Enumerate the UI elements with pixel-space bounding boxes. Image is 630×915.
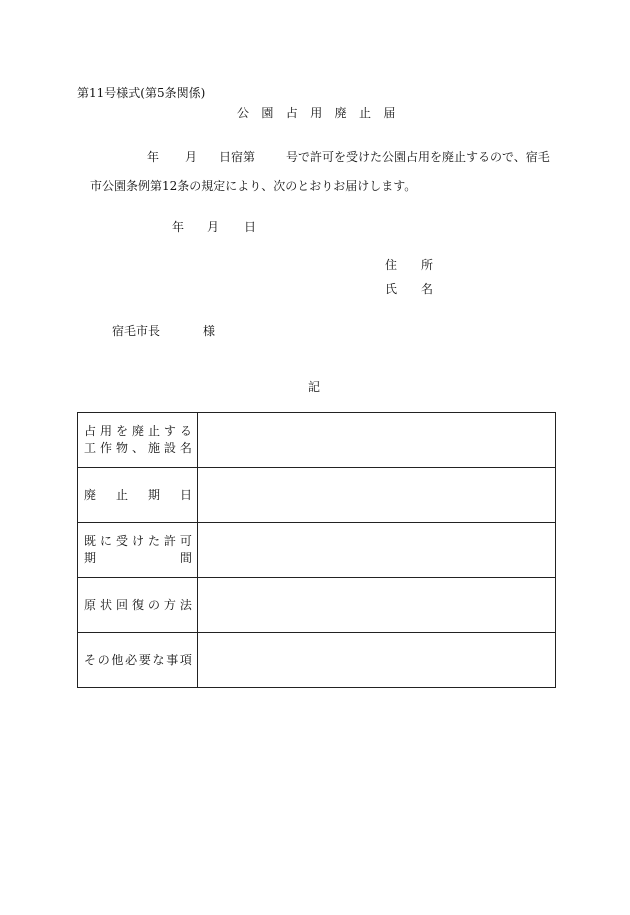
- label-line: 工 作 物 、 施 設 名: [84, 441, 192, 455]
- label-line: 期 間: [84, 551, 192, 565]
- body-month: 月: [185, 150, 198, 164]
- label-line: 既 に 受 け た 許 可: [84, 534, 192, 548]
- body-line1-rest: 号で許可を受けた公園占用を廃止するので、宿毛: [286, 150, 550, 164]
- label-line: そ の 他 必 要 な 事 項: [84, 652, 192, 667]
- address-label: 住 所: [385, 258, 434, 272]
- value-other-matters-field[interactable]: [198, 633, 556, 688]
- form-number: 第11号様式(第5条関係): [77, 86, 206, 100]
- row-label-permit-period: [78, 523, 198, 578]
- row-label-restoration-method: [78, 578, 198, 633]
- row-label-abolition-date: [78, 468, 198, 523]
- label-line: 廃 止 期 日: [84, 487, 192, 502]
- table-row: [78, 578, 556, 633]
- table-row: [78, 413, 556, 468]
- date-day: 日: [244, 220, 257, 234]
- value-permit-period-field[interactable]: [198, 523, 556, 578]
- addressee-honorific: 様: [203, 324, 216, 338]
- document-title: 公 園 占 用 廃 止 届: [237, 106, 396, 120]
- body-day-prefix: 日宿第: [219, 150, 256, 164]
- date-year: 年: [172, 220, 185, 234]
- form-table: [77, 412, 556, 688]
- value-restoration-method-field[interactable]: [198, 578, 556, 633]
- date-month: 月: [207, 220, 220, 234]
- value-abolition-date-field[interactable]: [198, 468, 556, 523]
- row-label-other-matters: [78, 633, 198, 688]
- name-label: 氏 名: [385, 282, 434, 296]
- table-row: [78, 633, 556, 688]
- row-label-facility: [78, 413, 198, 468]
- addressee-name: 宿毛市長: [112, 324, 161, 338]
- table-row: [78, 523, 556, 578]
- value-facility-field[interactable]: [198, 413, 556, 468]
- record-mark: 記: [308, 380, 321, 394]
- body-year: 年: [147, 150, 160, 164]
- addressee: [112, 322, 215, 339]
- table-row: [78, 468, 556, 523]
- body-text-line-2: 市公園条例第12条の規定により、次のとおりお届けします。: [90, 179, 417, 193]
- label-line: 原 状 回 復 の 方 法: [84, 597, 192, 612]
- body-text-line-1: [147, 148, 550, 165]
- label-line: 占 用 を 廃 止 す る: [84, 424, 192, 438]
